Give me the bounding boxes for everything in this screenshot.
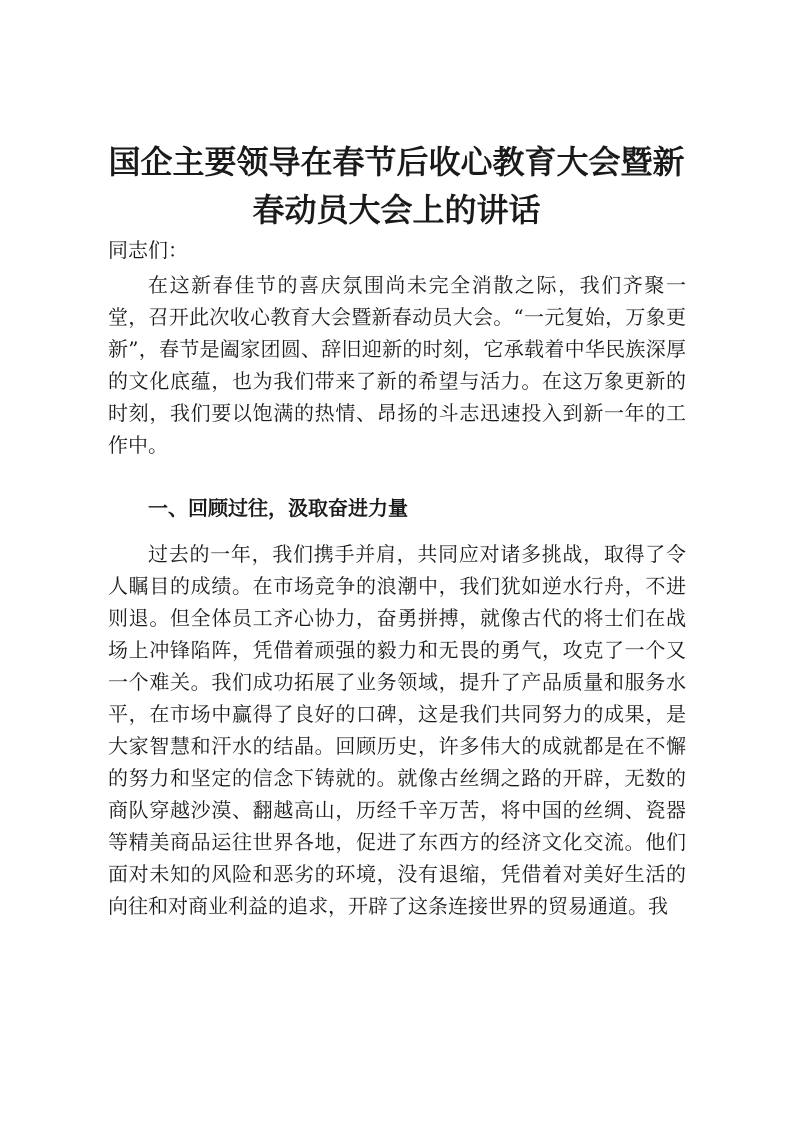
paragraph-review: 过去的一年，我们携手并肩，共同应对诸多挑战，取得了令人瞩目的成绩。在市场竞争的浪潮中，我们犹如逆水行舟，不进则退。但全体员工齐心协力，奋勇拼搏，就像古代的将士们在战场上冲锋陷阵，凭借着顽强的毅力和无畏的勇气，攻克了一个又一个难关。我们成功拓展了业务领域，提升了产品质量和服务水平，在市场中赢得了良好的口碑，这是我们共同努力的成果，是大家智慧和汗水的结晶。回顾历史，许多伟大的成就都是在不懈的努力和坚定的信念下铸就的。就像古丝绸之路的开辟，无数的商队穿越沙漠、翻越高山，历经千辛万苦，将中国的丝绸、瓷器等精美商品运往世界各地，促进了东西方的经济文化交流。他们面对未知的风险和恶劣的环境，没有退缩，凭借着对美好生活的向往和对商业利益的追求，开辟了这条连接世界的贸易通道。我 <box>108 542 686 918</box>
document-title: 国企主要领导在春节后收心教育大会暨新春动员大会上的讲话 <box>108 143 685 229</box>
salutation: 同志们： <box>108 238 188 262</box>
paragraph-opening: 在这新春佳节的喜庆氛围尚未完全消散之际，我们齐聚一堂，召开此次收心教育大会暨新春动员大会。“一元复始，万象更新”，春节是阖家团圆、辞旧迎新的时刻，它承载着中华民族深厚的文化底蕴，也为我们带来了新的希望与活力。在这万象更新的时刻，我们要以饱满的热情、昂扬的斗志迅速投入到新一年的工作中。 <box>108 273 686 457</box>
section-heading-1: 一、回顾过往，汲取奋进力量 <box>148 496 408 520</box>
